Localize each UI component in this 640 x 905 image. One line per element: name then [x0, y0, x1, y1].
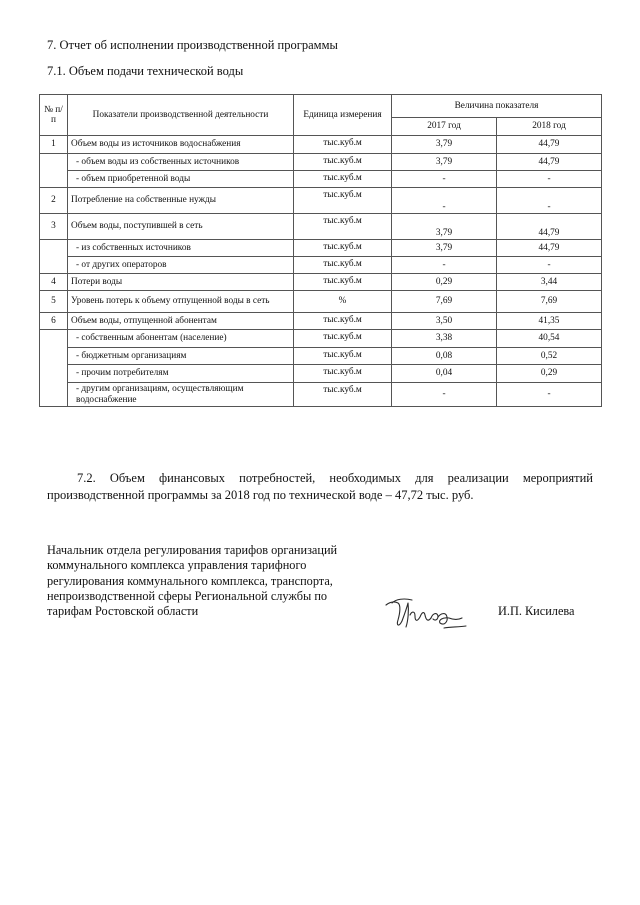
value-2018: 0,29	[497, 365, 602, 383]
indicator-name: - бюджетным организациям	[68, 348, 294, 365]
value-2017: 3,38	[392, 330, 497, 348]
value-2018: -	[497, 188, 602, 214]
table-row	[40, 313, 602, 330]
indicator-name: Объем воды, поступившей в сеть	[68, 214, 294, 240]
value-2017: 0,29	[392, 274, 497, 291]
value-2017: -	[392, 188, 497, 214]
value-2018: 0,52	[497, 348, 602, 365]
unit-cell: тыс.куб.м	[294, 257, 392, 274]
row-number: 1	[40, 136, 68, 154]
value-2018: 7,69	[497, 291, 602, 313]
row-number	[40, 240, 68, 274]
unit-cell: тыс.куб.м	[294, 154, 392, 171]
row-number	[40, 154, 68, 188]
value-2018: 44,79	[497, 240, 602, 257]
indicator-name: Уровень потерь к объему отпущенной воды в сеть	[68, 291, 294, 313]
indicator-name: Объем воды из источников водоснабжения	[68, 136, 294, 154]
indicator-name: - другим организациям, осуществляющим водоснабжение	[68, 383, 294, 407]
table-row	[40, 365, 602, 383]
indicator-name: Потери воды	[68, 274, 294, 291]
unit-cell: тыс.куб.м	[294, 313, 392, 330]
unit-cell: тыс.куб.м	[294, 171, 392, 188]
value-2017: 7,69	[392, 291, 497, 313]
row-number: 3	[40, 214, 68, 240]
table-row	[40, 330, 602, 348]
signer-position-line: коммунального комплекса управления тарифного	[47, 558, 307, 573]
indicator-name: - от других операторов	[68, 257, 294, 274]
unit-cell: тыс.куб.м	[294, 383, 392, 407]
header-year-2018: 2018 год	[497, 118, 602, 136]
value-2017: 3,79	[392, 240, 497, 257]
header-unit: Единица измерения	[294, 95, 392, 136]
paragraph-text: Объем финансовых потребностей, необходимых для реализации мероприятий производственной программы за 2018 год по технической воде – 47,72 тыс. руб.	[47, 471, 593, 502]
value-2017: 3,50	[392, 313, 497, 330]
indicator-name: - собственным абонентам (население)	[68, 330, 294, 348]
paragraph-number: 7.2.	[77, 471, 96, 485]
indicator-name: - прочим потребителям	[68, 365, 294, 383]
indicator-name: Потребление на собственные нужды	[68, 188, 294, 214]
value-2017: -	[392, 383, 497, 407]
unit-cell: тыс.куб.м	[294, 274, 392, 291]
row-number: 2	[40, 188, 68, 214]
value-2017: 3,79	[392, 154, 497, 171]
subsection-title: 7.1. Объем подачи технической воды	[47, 64, 244, 78]
value-2017: -	[392, 171, 497, 188]
row-number: 5	[40, 291, 68, 313]
table-row	[40, 291, 602, 313]
table-row	[40, 136, 602, 154]
table-row	[40, 154, 602, 171]
indicator-name: Объем воды, отпущенной абонентам	[68, 313, 294, 330]
row-number: 6	[40, 313, 68, 330]
value-2018: 40,54	[497, 330, 602, 348]
table-row	[40, 257, 602, 274]
signer-position-line: регулирования коммунального комплекса, транспорта,	[47, 573, 333, 588]
water-supply-table	[39, 94, 602, 407]
table-body	[40, 95, 602, 407]
value-2017: 3,79	[392, 214, 497, 240]
table-row	[40, 274, 602, 291]
table-row	[40, 188, 602, 214]
value-2018: 44,79	[497, 154, 602, 171]
header-indicators: Показатели производственной деятельности	[68, 95, 294, 136]
unit-cell: тыс.куб.м	[294, 330, 392, 348]
table-header-row	[40, 95, 602, 118]
value-2017: 0,04	[392, 365, 497, 383]
value-2017: 3,79	[392, 136, 497, 154]
unit-cell: %	[294, 291, 392, 313]
table-row	[40, 383, 602, 407]
row-number: 4	[40, 274, 68, 291]
value-2018: 44,79	[497, 214, 602, 240]
section-title: 7. Отчет об исполнении производственной программы	[47, 38, 338, 52]
financial-paragraph	[47, 470, 593, 504]
signer-position	[47, 543, 367, 619]
unit-cell: тыс.куб.м	[294, 240, 392, 257]
header-value: Величина показателя	[392, 95, 602, 118]
value-2017: -	[392, 257, 497, 274]
value-2017: 0,08	[392, 348, 497, 365]
unit-cell: тыс.куб.м	[294, 136, 392, 154]
unit-cell: тыс.куб.м	[294, 188, 392, 214]
value-2018: 44,79	[497, 136, 602, 154]
value-2018: 3,44	[497, 274, 602, 291]
header-year-2017: 2017 год	[392, 118, 497, 136]
table-row	[40, 240, 602, 257]
unit-cell: тыс.куб.м	[294, 214, 392, 240]
handwritten-signature	[378, 593, 488, 637]
indicator-name: - из собственных источников	[68, 240, 294, 257]
unit-cell: тыс.куб.м	[294, 365, 392, 383]
table-row	[40, 348, 602, 365]
row-number	[40, 330, 68, 407]
signer-name: И.П. Кисилева	[498, 604, 575, 618]
indicator-name: - объем приобретенной воды	[68, 171, 294, 188]
header-num: № п/п	[40, 95, 68, 136]
signer-position-line: тарифам Ростовской области	[47, 604, 199, 619]
table-row	[40, 171, 602, 188]
signer-position-line: Начальник отдела регулирования тарифов организаций	[47, 543, 338, 557]
unit-cell: тыс.куб.м	[294, 348, 392, 365]
value-2018: -	[497, 171, 602, 188]
value-2018: -	[497, 257, 602, 274]
table-row	[40, 214, 602, 240]
value-2018: -	[497, 383, 602, 407]
value-2018: 41,35	[497, 313, 602, 330]
signer-position-line: непроизводственной сферы Региональной службы по	[47, 588, 328, 603]
indicator-name: - объем воды из собственных источников	[68, 154, 294, 171]
